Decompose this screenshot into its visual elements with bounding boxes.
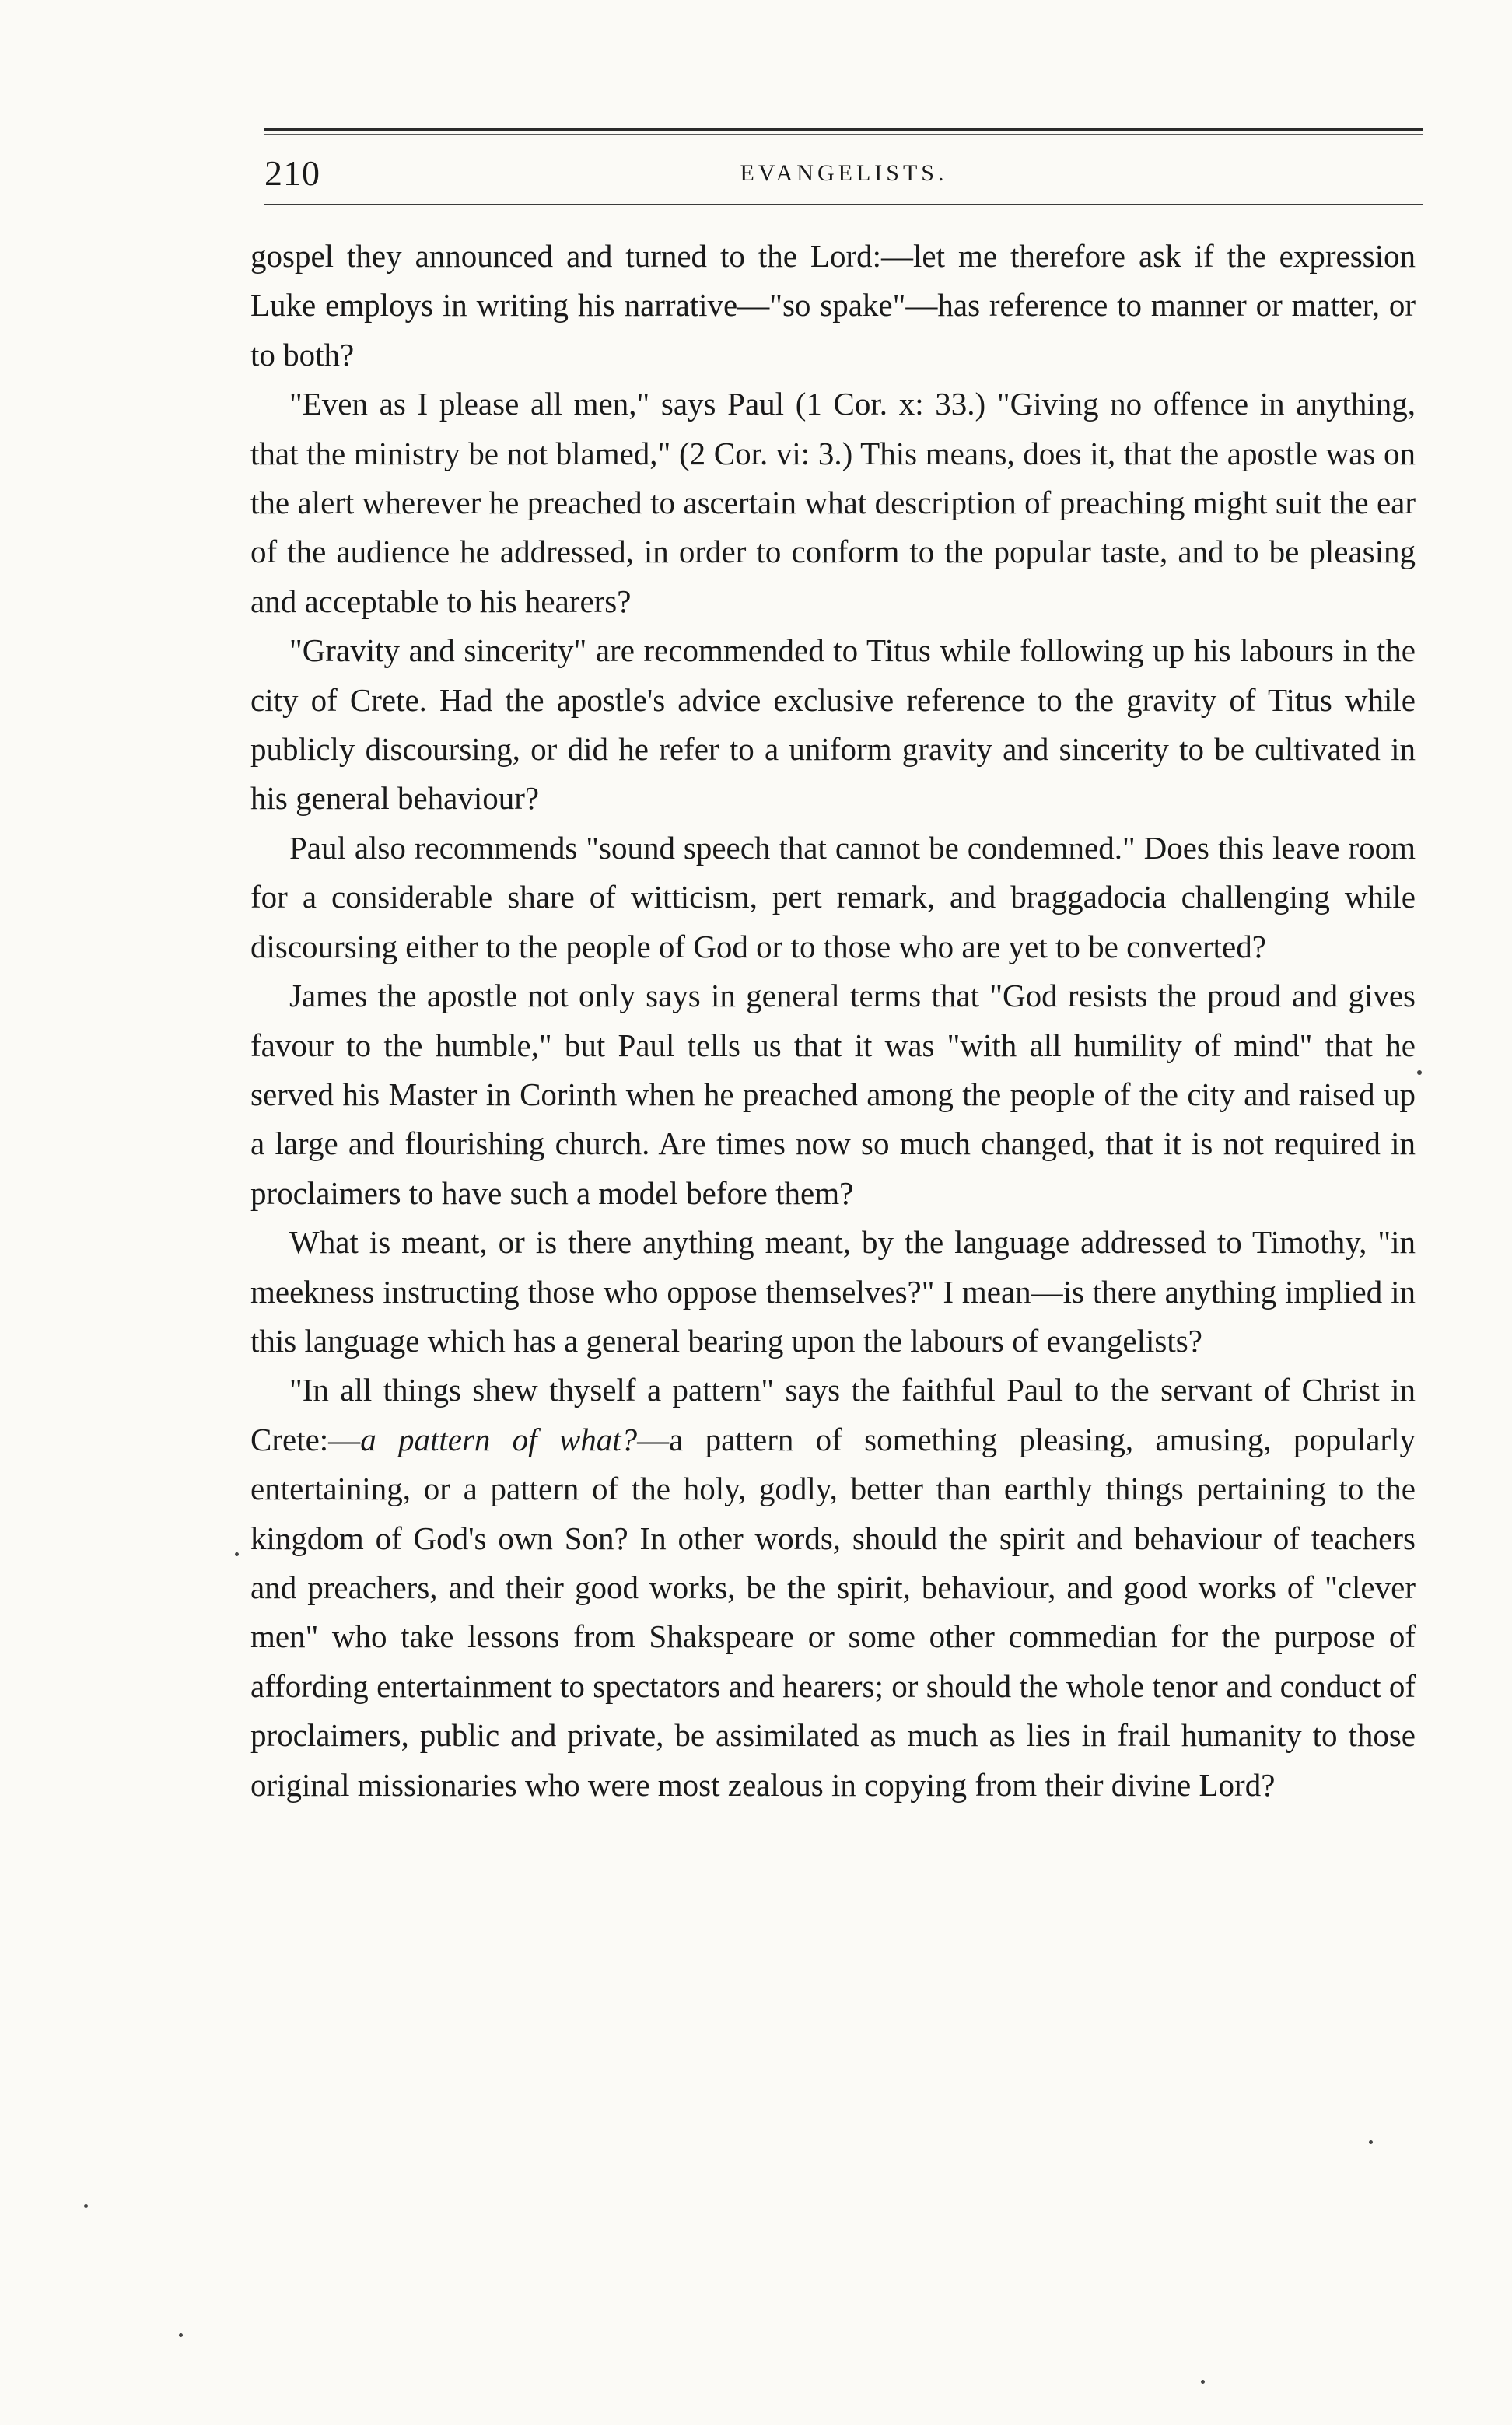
paragraph: James the apostle not only says in general terms that "God resists the proud and gives favour to the humble," but Paul tells us that it was "with all humility of mind" that he served his Master in Corinth when he preached among the people of the city and raised up a large and flourishing church. Are times now so much changed, that it is not required in proclaimers to have such a model before them? (250, 978, 1416, 1211)
paragraph: gospel they announced and turned to the Lord:—let me therefore ask if the expression Luke employs in writing his narrative—"so spake"—has reference to manner or matter, or to both? (250, 238, 1416, 373)
print-speck (1369, 2140, 1373, 2144)
running-head: EVANGELISTS. (740, 160, 948, 186)
paragraph: Paul also recommends "sound speech that cannot be condemned." Does this leave room for a considerable share of witticism, pert remark, and braggadocia challenging while discoursing either to the people of God or to those who are yet to be converted? (250, 829, 1416, 964)
top-rule (264, 128, 1423, 131)
paragraph: "Gravity and sincerity" are recommended to Titus while following up his labours in the city of Crete. Had the apostle's advice exclusive reference to the gravity of Titus while publicly discoursing, or did he refer to a uniform gravity and sincerity to be cultivated in his general behaviour? (250, 632, 1416, 817)
text-segment: "In all things shew thyself a pattern" says the faithful Paul to the servant of Christ in Crete:— (250, 1372, 1416, 1457)
print-speck (235, 1552, 239, 1556)
print-speck (84, 2204, 88, 2208)
paragraph: What is meant, or is there anything meant, by the language addressed to Timothy, "in meekness instructing those who oppose themselves?" I mean—is there anything implied in this language which has a general bearing upon the labours of evangelists? (250, 1224, 1416, 1359)
italic-phrase: a pattern of what? (360, 1421, 638, 1457)
text-segment: —a pattern of something pleasing, amusing, popularly entertaining, or a pattern of the holy, godly, better than earthly things pertaining to the kingdom of God's own Son? In other words, should the spirit and behaviour of teachers and preachers, and their good works, be the spirit, behaviour, and good works of "clever men" who take lessons from Shakspeare or some other commedian for the purpose of affording entertainment to spectators and hearers; or should the whole tenor and conduct of proclaimers, public and private, be assimilated as much as lies in frail humanity to those original missionaries who were most zealous in copying from their divine Lord? (250, 1421, 1416, 1803)
page-header (264, 152, 1423, 199)
paragraph: "Even as I please all men," says Paul (1 Cor. x: 33.) "Giving no offence in anything, that the ministry be not blamed," (2 Cor. vi: 3.) This means, does it, that the apostle was on the alert wherever he preached to ascertain what description of preaching might suit the ear of the audience he addressed, in order to conform to the popular taste, and to be pleasing and acceptable to his hearers? (250, 386, 1416, 619)
print-speck (1417, 1070, 1422, 1075)
header-rule (264, 204, 1423, 205)
top-rule-thin (264, 134, 1423, 135)
page-number: 210 (264, 153, 320, 193)
print-speck (179, 2333, 183, 2337)
print-speck (1201, 2380, 1205, 2384)
body-text (250, 232, 1416, 1810)
paragraph-last (250, 1366, 1416, 1810)
